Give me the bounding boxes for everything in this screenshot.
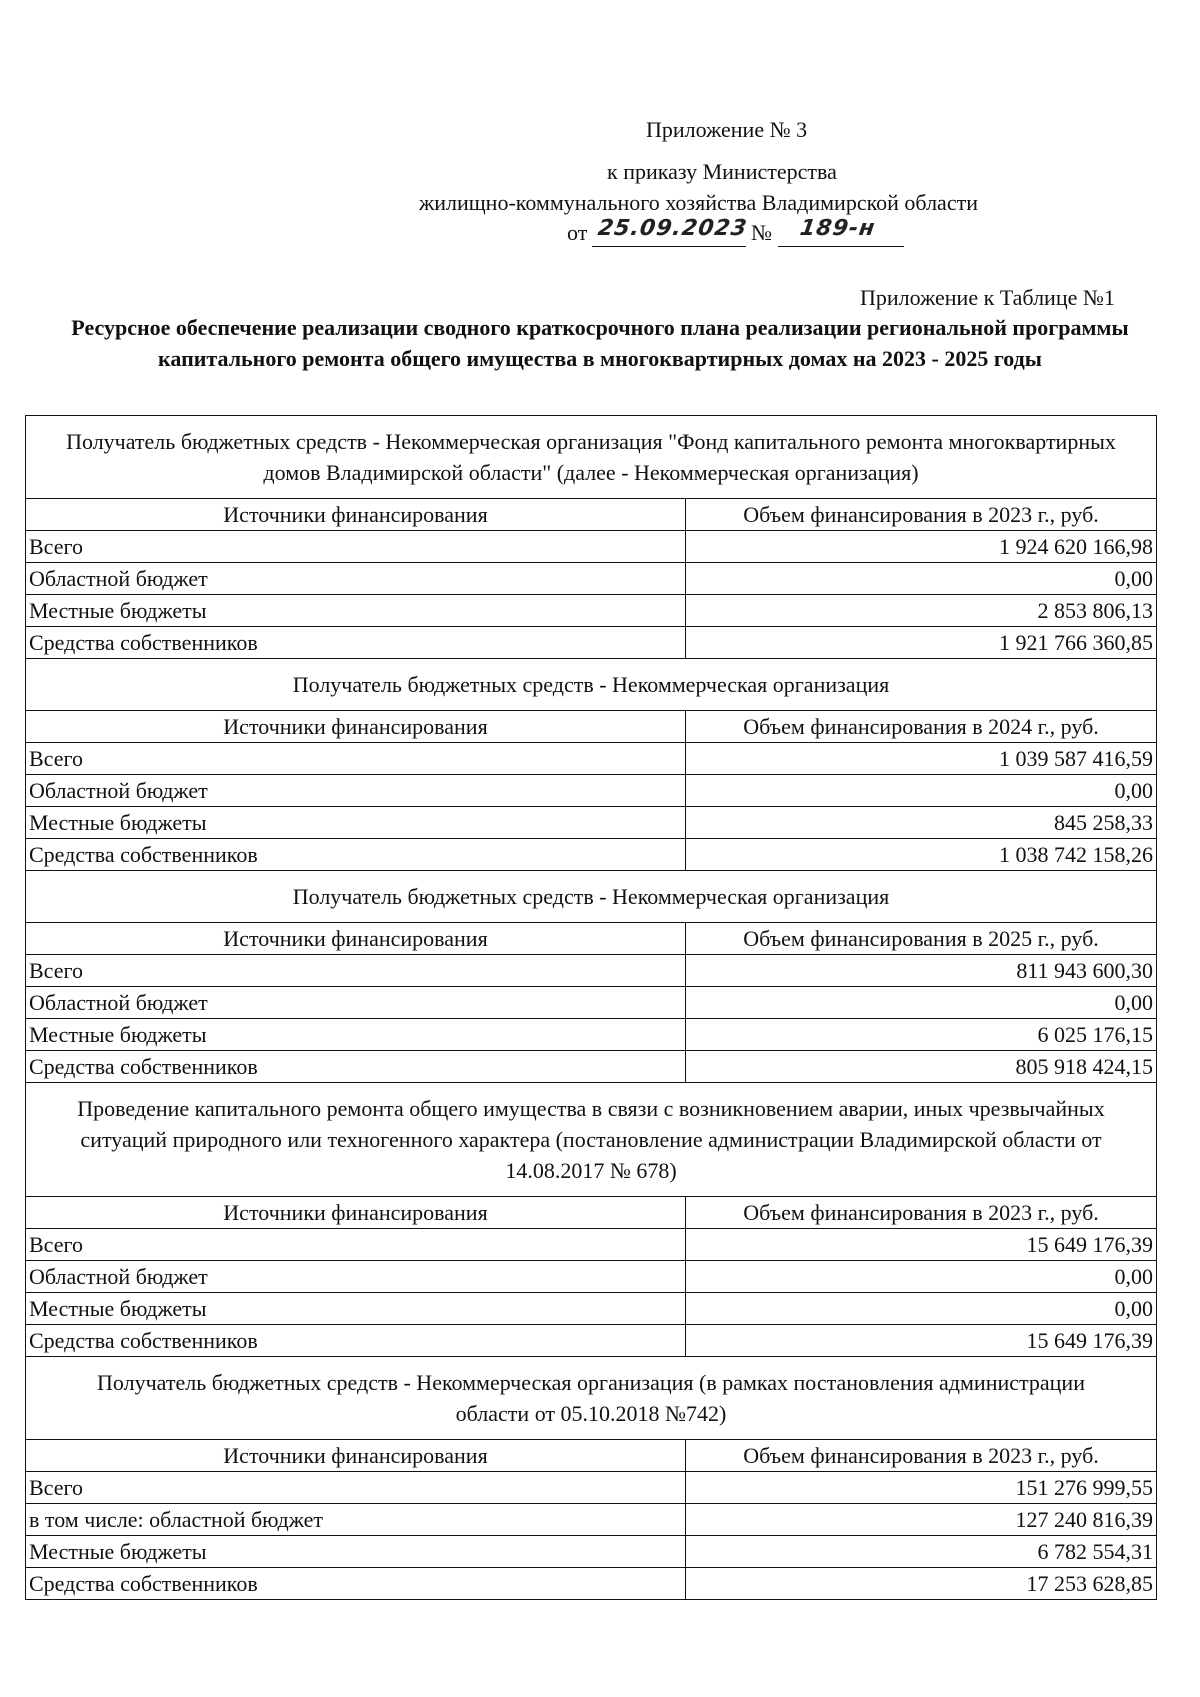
table-row bbox=[26, 1325, 1157, 1357]
table-row bbox=[26, 1229, 1157, 1261]
source-label-total: Всего bbox=[26, 955, 686, 987]
number-underline bbox=[778, 246, 904, 247]
source-label-regional: Областной бюджет bbox=[26, 563, 686, 595]
amount-regional: 0,00 bbox=[686, 563, 1157, 595]
source-label-local: Местные бюджеты bbox=[26, 807, 686, 839]
section-2-header-row bbox=[26, 711, 1157, 743]
table-row bbox=[26, 1261, 1157, 1293]
table-row bbox=[26, 987, 1157, 1019]
order-from-label: от bbox=[567, 220, 588, 245]
section-5-header-row bbox=[26, 1440, 1157, 1472]
table-row bbox=[26, 955, 1157, 987]
date-underline bbox=[592, 246, 746, 247]
source-label-regional: Областной бюджет bbox=[26, 775, 686, 807]
amount-regional: 0,00 bbox=[686, 1261, 1157, 1293]
column-header-volume: Объем финансирования в 2023 г., руб. bbox=[686, 1440, 1157, 1472]
amount-total: 1 039 587 416,59 bbox=[686, 743, 1157, 775]
source-label-total: Всего bbox=[26, 743, 686, 775]
source-label-total: Всего bbox=[26, 1229, 686, 1261]
table-row bbox=[26, 807, 1157, 839]
amount-local: 2 853 806,13 bbox=[686, 595, 1157, 627]
amount-local: 6 025 176,15 bbox=[686, 1019, 1157, 1051]
section-4-recipient-row bbox=[26, 1083, 1157, 1197]
section-2-recipient-row bbox=[26, 659, 1157, 711]
amount-owners: 1 038 742 158,26 bbox=[686, 839, 1157, 871]
column-header-source: Источники финансирования bbox=[26, 923, 686, 955]
financing-table bbox=[25, 415, 1157, 1600]
order-line-1: к приказу Министерства bbox=[607, 159, 837, 184]
table-row bbox=[26, 1504, 1157, 1536]
amount-total: 15 649 176,39 bbox=[686, 1229, 1157, 1261]
column-header-source: Источники финансирования bbox=[26, 711, 686, 743]
source-label-local: Местные бюджеты bbox=[26, 1019, 686, 1051]
source-label-regional: в том числе: областной бюджет bbox=[26, 1504, 686, 1536]
amount-owners: 805 918 424,15 bbox=[686, 1051, 1157, 1083]
table-row bbox=[26, 1472, 1157, 1504]
source-label-total: Всего bbox=[26, 531, 686, 563]
source-label-local: Местные бюджеты bbox=[26, 1293, 686, 1325]
source-label-owners: Средства собственников bbox=[26, 1325, 686, 1357]
amount-regional: 127 240 816,39 bbox=[686, 1504, 1157, 1536]
column-header-source: Источники финансирования bbox=[26, 499, 686, 531]
amount-regional: 0,00 bbox=[686, 987, 1157, 1019]
amount-local: 6 782 554,31 bbox=[686, 1536, 1157, 1568]
section-1-header-row bbox=[26, 499, 1157, 531]
column-header-source: Источники финансирования bbox=[26, 1197, 686, 1229]
table-row bbox=[26, 1051, 1157, 1083]
section-recipient: Проведение капитального ремонта общего имущества в связи с возникновением аварии, иных чрезвычайных ситуаций природного или техногенного характера (постановление администрации Владимирской области от 14.08.2017 № 678) bbox=[26, 1083, 1157, 1197]
source-label-regional: Областной бюджет bbox=[26, 987, 686, 1019]
document-title: Ресурсное обеспечение реализации сводного краткосрочного плана реализации региональной программы капитального ремонта общего имущества в многоквартирных домах на 2023 - 2025 годы bbox=[71, 315, 1129, 371]
financing-table-body bbox=[26, 416, 1157, 1600]
appendix-number: Приложение № 3 bbox=[646, 117, 808, 142]
source-label-owners: Средства собственников bbox=[26, 627, 686, 659]
source-label-regional: Областной бюджет bbox=[26, 1261, 686, 1293]
column-header-source: Источники финансирования bbox=[26, 1440, 686, 1472]
source-label-total: Всего bbox=[26, 1472, 686, 1504]
order-number-sign: № bbox=[751, 220, 772, 245]
section-3-recipient-row bbox=[26, 871, 1157, 923]
table-row bbox=[26, 563, 1157, 595]
handwritten-date: 25.09.2023 bbox=[596, 216, 749, 241]
order-line-2: жилищно-коммунального хозяйства Владимирской области bbox=[419, 190, 978, 215]
source-label-owners: Средства собственников bbox=[26, 1051, 686, 1083]
section-recipient: Получатель бюджетных средств - Некоммерческая организация bbox=[26, 871, 1157, 923]
amount-regional: 0,00 bbox=[686, 775, 1157, 807]
handwritten-number: 189-н bbox=[798, 216, 878, 241]
amount-owners: 15 649 176,39 bbox=[686, 1325, 1157, 1357]
column-header-volume: Объем финансирования в 2024 г., руб. bbox=[686, 711, 1157, 743]
section-3-header-row bbox=[26, 923, 1157, 955]
amount-local: 0,00 bbox=[686, 1293, 1157, 1325]
section-recipient: Получатель бюджетных средств - Некоммерческая организация (в рамках постановления администрации области от 05.10.2018 №742) bbox=[26, 1357, 1157, 1440]
section-recipient: Получатель бюджетных средств - Некоммерческая организация bbox=[26, 659, 1157, 711]
section-5-recipient-row bbox=[26, 1357, 1157, 1440]
table-row bbox=[26, 531, 1157, 563]
source-label-owners: Средства собственников bbox=[26, 839, 686, 871]
amount-total: 811 943 600,30 bbox=[686, 955, 1157, 987]
table-row bbox=[26, 627, 1157, 659]
amount-owners: 17 253 628,85 bbox=[686, 1568, 1157, 1600]
amount-total: 1 924 620 166,98 bbox=[686, 531, 1157, 563]
amount-local: 845 258,33 bbox=[686, 807, 1157, 839]
column-header-volume: Объем финансирования в 2025 г., руб. bbox=[686, 923, 1157, 955]
section-4-header-row bbox=[26, 1197, 1157, 1229]
amount-total: 151 276 999,55 bbox=[686, 1472, 1157, 1504]
table-row bbox=[26, 839, 1157, 871]
table-row bbox=[26, 1293, 1157, 1325]
column-header-volume: Объем финансирования в 2023 г., руб. bbox=[686, 1197, 1157, 1229]
section-recipient: Получатель бюджетных средств - Некоммерческая организация "Фонд капитального ремонта многоквартирных домов Владимирской области" (далее - Некоммерческая организация) bbox=[26, 416, 1157, 499]
table-row bbox=[26, 1019, 1157, 1051]
table-row bbox=[26, 775, 1157, 807]
source-label-local: Местные бюджеты bbox=[26, 595, 686, 627]
table-row bbox=[26, 1536, 1157, 1568]
table-reference: Приложение к Таблице №1 bbox=[860, 285, 1115, 310]
table-row bbox=[26, 743, 1157, 775]
section-1-recipient-row bbox=[26, 416, 1157, 499]
source-label-owners: Средства собственников bbox=[26, 1568, 686, 1600]
column-header-volume: Объем финансирования в 2023 г., руб. bbox=[686, 499, 1157, 531]
table-row bbox=[26, 595, 1157, 627]
source-label-local: Местные бюджеты bbox=[26, 1536, 686, 1568]
table-row bbox=[26, 1568, 1157, 1600]
amount-owners: 1 921 766 360,85 bbox=[686, 627, 1157, 659]
